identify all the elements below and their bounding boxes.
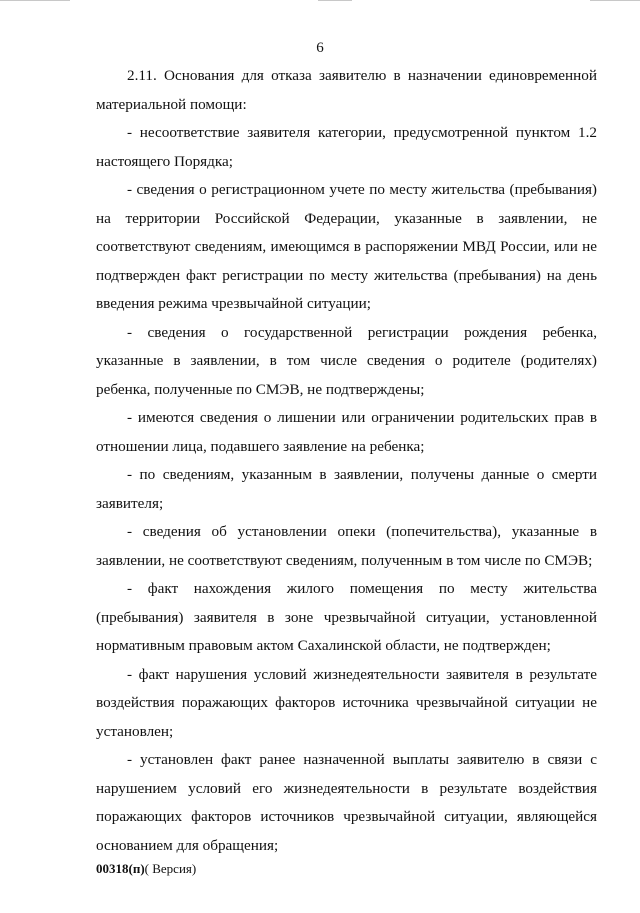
document-code: 00318(п) — [96, 861, 145, 876]
list-item: - установлен факт ранее назначенной выплаты заявителю в связи с нарушением условий его жизнедеятельности в результате воздействия поражающих факторов источников чрезвычайной ситуации, являющейся основанием для обращения; — [96, 751, 597, 854]
list-item: - сведения о государственной регистрации рождения ребенка, указанные в заявлении, в том числе сведения о родителе (родителях) ребенка, полученные по СМЭВ, не подтверждены; — [96, 323, 597, 398]
page-number: 6 — [316, 40, 324, 56]
scan-edge-mark-right — [590, 0, 640, 1]
document-footer — [96, 861, 196, 877]
list-item: - факт нахождения жилого помещения по месту жительства (пребывания) заявителя в зоне чрезвычайной ситуации, установленной нормативным правовым актом Сахалинской области, не подтвержден; — [96, 580, 597, 654]
list-item: - сведения об установлении опеки (попечительства), указанные в заявлении, не соответствуют сведениям, полученным в том числе по СМЭВ; — [96, 523, 597, 569]
list-item: - имеются сведения о лишении или ограничении родительских прав в отношении лица, подавшего заявление на ребенка; — [96, 409, 597, 455]
section-heading-2-11: 2.11. Основания для отказа заявителю в назначении единовременной материальной помощи: — [96, 67, 597, 113]
list-item: - факт нарушения условий жизнедеятельности заявителя в результате воздействия поражающих факторов источника чрезвычайной ситуации не установлен; — [96, 665, 597, 740]
list-item: - по сведениям, указанным в заявлении, получены данные о смерти заявителя; — [96, 466, 597, 512]
scan-edge-mark-left — [0, 0, 70, 1]
list-item: - несоответствие заявителя категории, предусмотренной пунктом 1.2 настоящего Порядка; — [96, 124, 597, 170]
scan-edge-mark-center — [318, 0, 352, 1]
document-body — [96, 62, 597, 860]
list-item: - сведения о регистрационном учете по месту жительства (пребывания) на территории Российской Федерации, указанные в заявлении, не соответствуют сведениям, имеющимся в распоряжении МВД России, или не подтвержден факт регистрации по месту жительства (пребывания) на день введения режима чрезвычайной ситуации; — [96, 181, 597, 312]
document-version: ( Версия) — [144, 861, 197, 876]
